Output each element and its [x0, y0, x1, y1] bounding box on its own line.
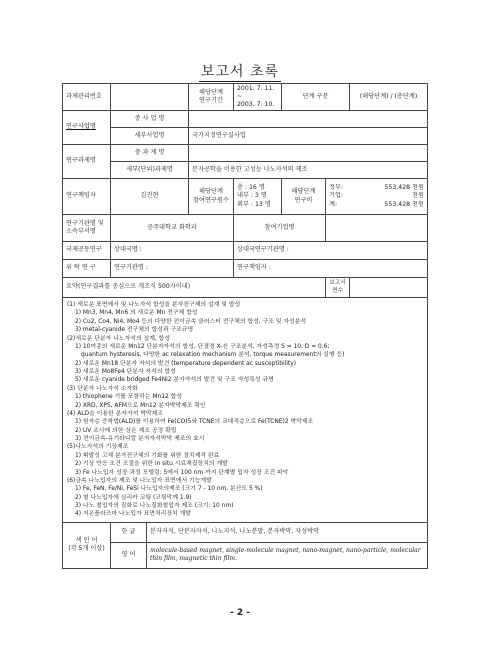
row-keywords-ko — [63, 522, 428, 542]
fund-breakdown — [329, 184, 424, 208]
consign-head: 연구책임자 : — [234, 260, 428, 278]
fund-label: 해당단계 연구비 — [282, 179, 326, 215]
task-label: 연구과제명 — [63, 145, 111, 179]
task-mid-value — [189, 145, 428, 162]
project-mid-value — [189, 111, 428, 128]
summary-line: 2) UV 조사에 의한 상온 제조 공정 확립 — [75, 427, 177, 434]
keywords-ko-value: 분자자석, 단분자자석, 나노자석, 나노분말, 분자박막, 자성박막 — [147, 522, 428, 542]
row-researcher — [63, 179, 428, 215]
period-label: 해당단계 연구기간 — [189, 84, 234, 111]
project-mid-label: 중 사 업 명 — [111, 111, 189, 128]
row-consign — [63, 260, 428, 278]
period-value — [234, 84, 282, 111]
task-mid-label: 중 과 제 명 — [111, 145, 189, 162]
keywords-en-label: 영 어 — [111, 542, 147, 568]
summary-line: 2) Cu2, Co4, Ni4, Mo4 등의 다양한 전이금속 클러스터 전구체의 합성, 구조 및 자성분석 — [75, 318, 307, 325]
intl-country: 상대국명 : — [111, 242, 234, 260]
summary-line: (2)새로운 단분자 나노자석의 설계, 합성 — [67, 335, 171, 342]
summary-line: (1) 새로운 표면에서 및 나노자석 합성을 분자전구체의 설계 및 합성 — [67, 302, 241, 308]
summary-line: (3) 단분자 나노자석 소자화 — [67, 385, 138, 392]
fund-sum-amount: 553,428 천원 — [384, 200, 425, 208]
summary-line: (6)금속 나노입자의 제조 및 나노입자 표면에서 기능개발 — [67, 477, 212, 484]
researcher-counts — [234, 179, 282, 215]
researcher-name: 김진현 — [111, 179, 189, 215]
summary-line: 3) 전이금속-유기라디칼 분자자석박막 제조의 효시 — [75, 436, 205, 442]
row-keywords-en — [63, 542, 428, 568]
company-value — [326, 215, 428, 242]
intl-label-cell: 국제공동연구 — [63, 242, 111, 260]
report-pages-value — [350, 278, 428, 298]
document-title: 보고서 초록 — [200, 64, 280, 80]
row-intl — [63, 242, 428, 260]
summary-line: 1) Fe, FeN, Fe/Ni, FeSi 나노입자의제조 (크기 7 - 10 nm, 분산도 5 %) — [75, 486, 263, 493]
fund-gov-label: 정부: — [329, 184, 344, 192]
keywords-en-value: molecule-based magnet, single-molecule magnet, nano-magnet, nano-particle, molecular thin film, magnetic thin film. — [147, 542, 428, 568]
row-task-id — [63, 84, 428, 111]
company-label: 참여기업명 — [234, 215, 326, 242]
task-id-label: 과제관리번호 — [63, 84, 111, 111]
stage-value: (해당단계) / (총단계) — [350, 84, 428, 111]
report-pages-label: 보고서 면수 — [326, 278, 350, 298]
count-external: 외부 : 13 명 — [237, 200, 271, 208]
summary-line: 1) Mn3, Mn4, Mn6 의 새로운 Mn 전구체 합성 — [75, 310, 198, 317]
institution-value: 공주대학교 화학과 — [111, 215, 234, 242]
institution-label: 연구기관명 및 소속부서명 — [63, 215, 111, 242]
info-table — [62, 83, 428, 569]
consign-label: 위 탁 연 구 — [63, 260, 111, 278]
row-summary — [63, 298, 428, 523]
count-internal: 내부 : 3 명 — [237, 192, 267, 200]
researcher-label: 연구책임자 — [63, 179, 111, 215]
fund-company-amount: 천원 — [412, 192, 425, 200]
summary-line: 1) 10여종의 새로운 Mn12 단분자자석의 합성, 단결정 X-선 구조분석, 자성측정 S = 10, D = 0.6; — [75, 343, 330, 350]
row-abstract-header — [63, 278, 428, 298]
fund-values — [326, 179, 428, 215]
summary-body — [63, 298, 428, 523]
stage-label: 단계 구분 — [282, 84, 350, 111]
summary-line: 1) thiophene 기를 포함하는 Mn12 합성 — [75, 394, 182, 401]
row-project-detail — [63, 128, 428, 145]
row-task-mid — [63, 145, 428, 162]
summary-line: 2) 새로운 Mn18 단분자 자석의 발견 (temperature dependent ac susceptibility) — [75, 360, 297, 367]
row-task-detail — [63, 162, 428, 179]
summary-line: 3) Fe 나노입자 성장 과정 모델링: 5에서 100 nm 까지 단계별 입자 성장 조건 파악 — [75, 469, 289, 476]
task-detail-label: 세부(단위)과제명 — [111, 162, 189, 179]
summary-line: quantum hysteresis, 다양한 ac relaxation mechanism 분석, torque measurement의 실행 등) — [81, 352, 345, 359]
row-project-mid — [63, 111, 428, 128]
summary-line: 2) XRD, XPS, AFM으로 Mn12 분자박막제조 확인 — [75, 402, 206, 409]
summary-line: (4) ALD을 이용한 분자자석 박막제조 — [67, 410, 163, 417]
abstract-label: 요약(연구결과를 중심으로 개조식 500자이내) — [63, 278, 326, 298]
summary-line: (5)나노자석의 기상제조 — [67, 444, 129, 451]
consign-institution: 연구기관명 : — [111, 260, 234, 278]
fund-sum-label: 계: — [329, 200, 338, 208]
keywords-ko-label: 한 글 — [111, 522, 147, 542]
summary-line: 3) 새로운 Mo8Fe4 단분자 자석의 합성 — [75, 369, 176, 375]
task-id-value — [111, 84, 189, 111]
summary-line: 2) 기상 반응 조건 조절을 위한 in situ 시료채집장치의 개발 — [75, 461, 228, 468]
summary-line: 2) 철 나노입자에 실리카 코팅 (코팅막께 1.9) — [75, 494, 192, 501]
summary-line: 4) 저온플라즈마 나노입자 표면처리장치 개발 — [75, 511, 191, 518]
keywords-label: 색 인 어 (각 5개 이상) — [63, 522, 111, 568]
summary-line: 5) 새로운 cyanide bridged Fe4Ni2 분자자석의 발견 및 구조 자성특성 규명 — [75, 377, 274, 384]
project-detail-value: 국가지정연구실사업 — [189, 128, 428, 145]
period-end: 2003. 7. 10. — [237, 101, 275, 109]
researcher-count-label: 해당단계 참여연구원수 — [189, 179, 234, 215]
summary-line: 3) metal-cyanide 전구체의 합성과 구조규명 — [75, 327, 194, 334]
fund-gov-amount: 553,428 천원 — [384, 184, 425, 192]
summary-line: 1) 원자층 증착법(ALD)를 이용하여 Fe(CO)5와 TCNE의 교대적층으로 Fe(TCNE)2 박막제조 — [75, 419, 314, 426]
summary-line: 1) 휘발성 고체 분자전구체의 기화를 위한 장치제작 완료 — [75, 452, 220, 459]
project-detail-label: 세부사업명 — [111, 128, 189, 145]
page-number: - 2 - — [230, 608, 250, 618]
count-total: 총 : 16 명 — [237, 184, 265, 192]
intl-institution: 상대국연구기관명 : — [234, 242, 428, 260]
summary-line: 3) 나노 철입자의 질화로 나노질화철입자 제조 (크기: 10 nm) — [75, 503, 234, 509]
row-institution — [63, 215, 428, 242]
task-detail-value: 분자공학을 이용한 고성능 나노자석의 제조 — [189, 162, 428, 179]
project-label: 연구사업명 — [63, 111, 111, 145]
fund-company-label: 기업: — [329, 192, 344, 200]
period-start: 2001. 7. 11. ~ — [237, 84, 275, 100]
